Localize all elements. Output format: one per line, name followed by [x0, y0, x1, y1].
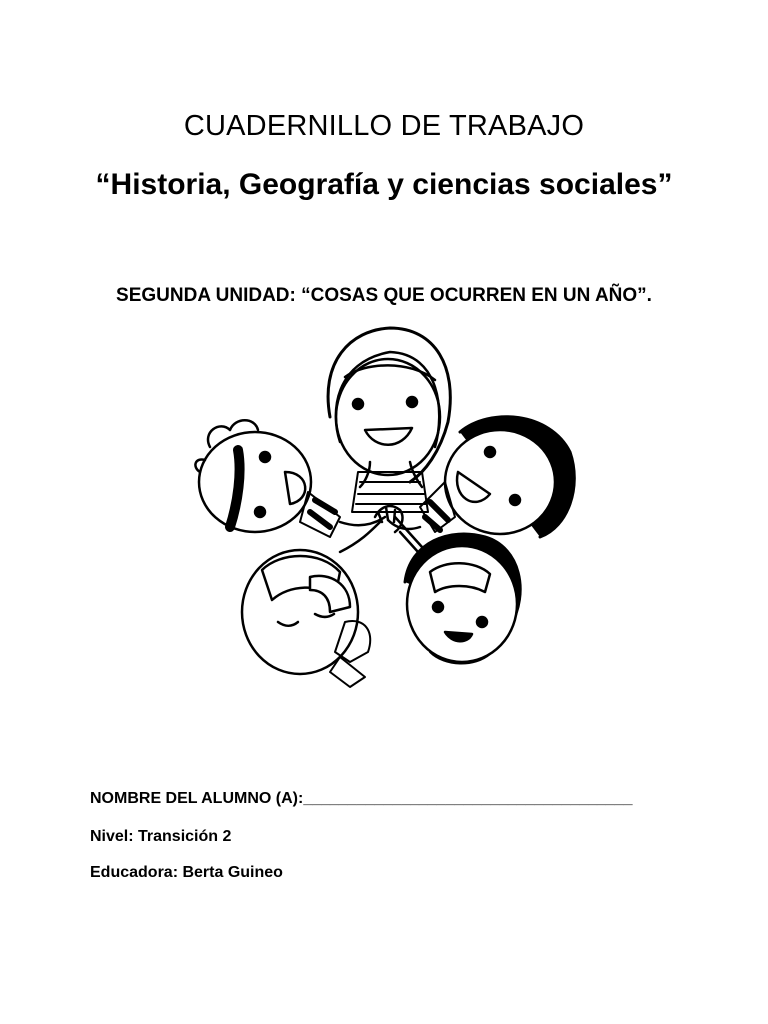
child-top-girl [328, 328, 450, 512]
level-field: Nivel: Transición 2 [90, 828, 232, 845]
document-subtitle: “Historia, Geografía y ciencias sociales” [95, 168, 673, 201]
unit-heading: SEGUNDA UNIDAD: “COSAS QUE OCURREN EN UN AÑO”. [116, 285, 652, 306]
child-bottom-left [242, 522, 380, 687]
children-circle-illustration [190, 322, 580, 694]
student-name-label: NOMBRE DEL ALUMNO (A): [90, 790, 304, 807]
student-name-blank: _____________________________________ [303, 790, 633, 807]
child-bottom-right [395, 517, 520, 664]
student-name-field [90, 790, 633, 808]
document-title: CUADERNILLO DE TRABAJO [183, 110, 585, 142]
educator-field: Educadora: Berta Guineo [90, 864, 283, 881]
